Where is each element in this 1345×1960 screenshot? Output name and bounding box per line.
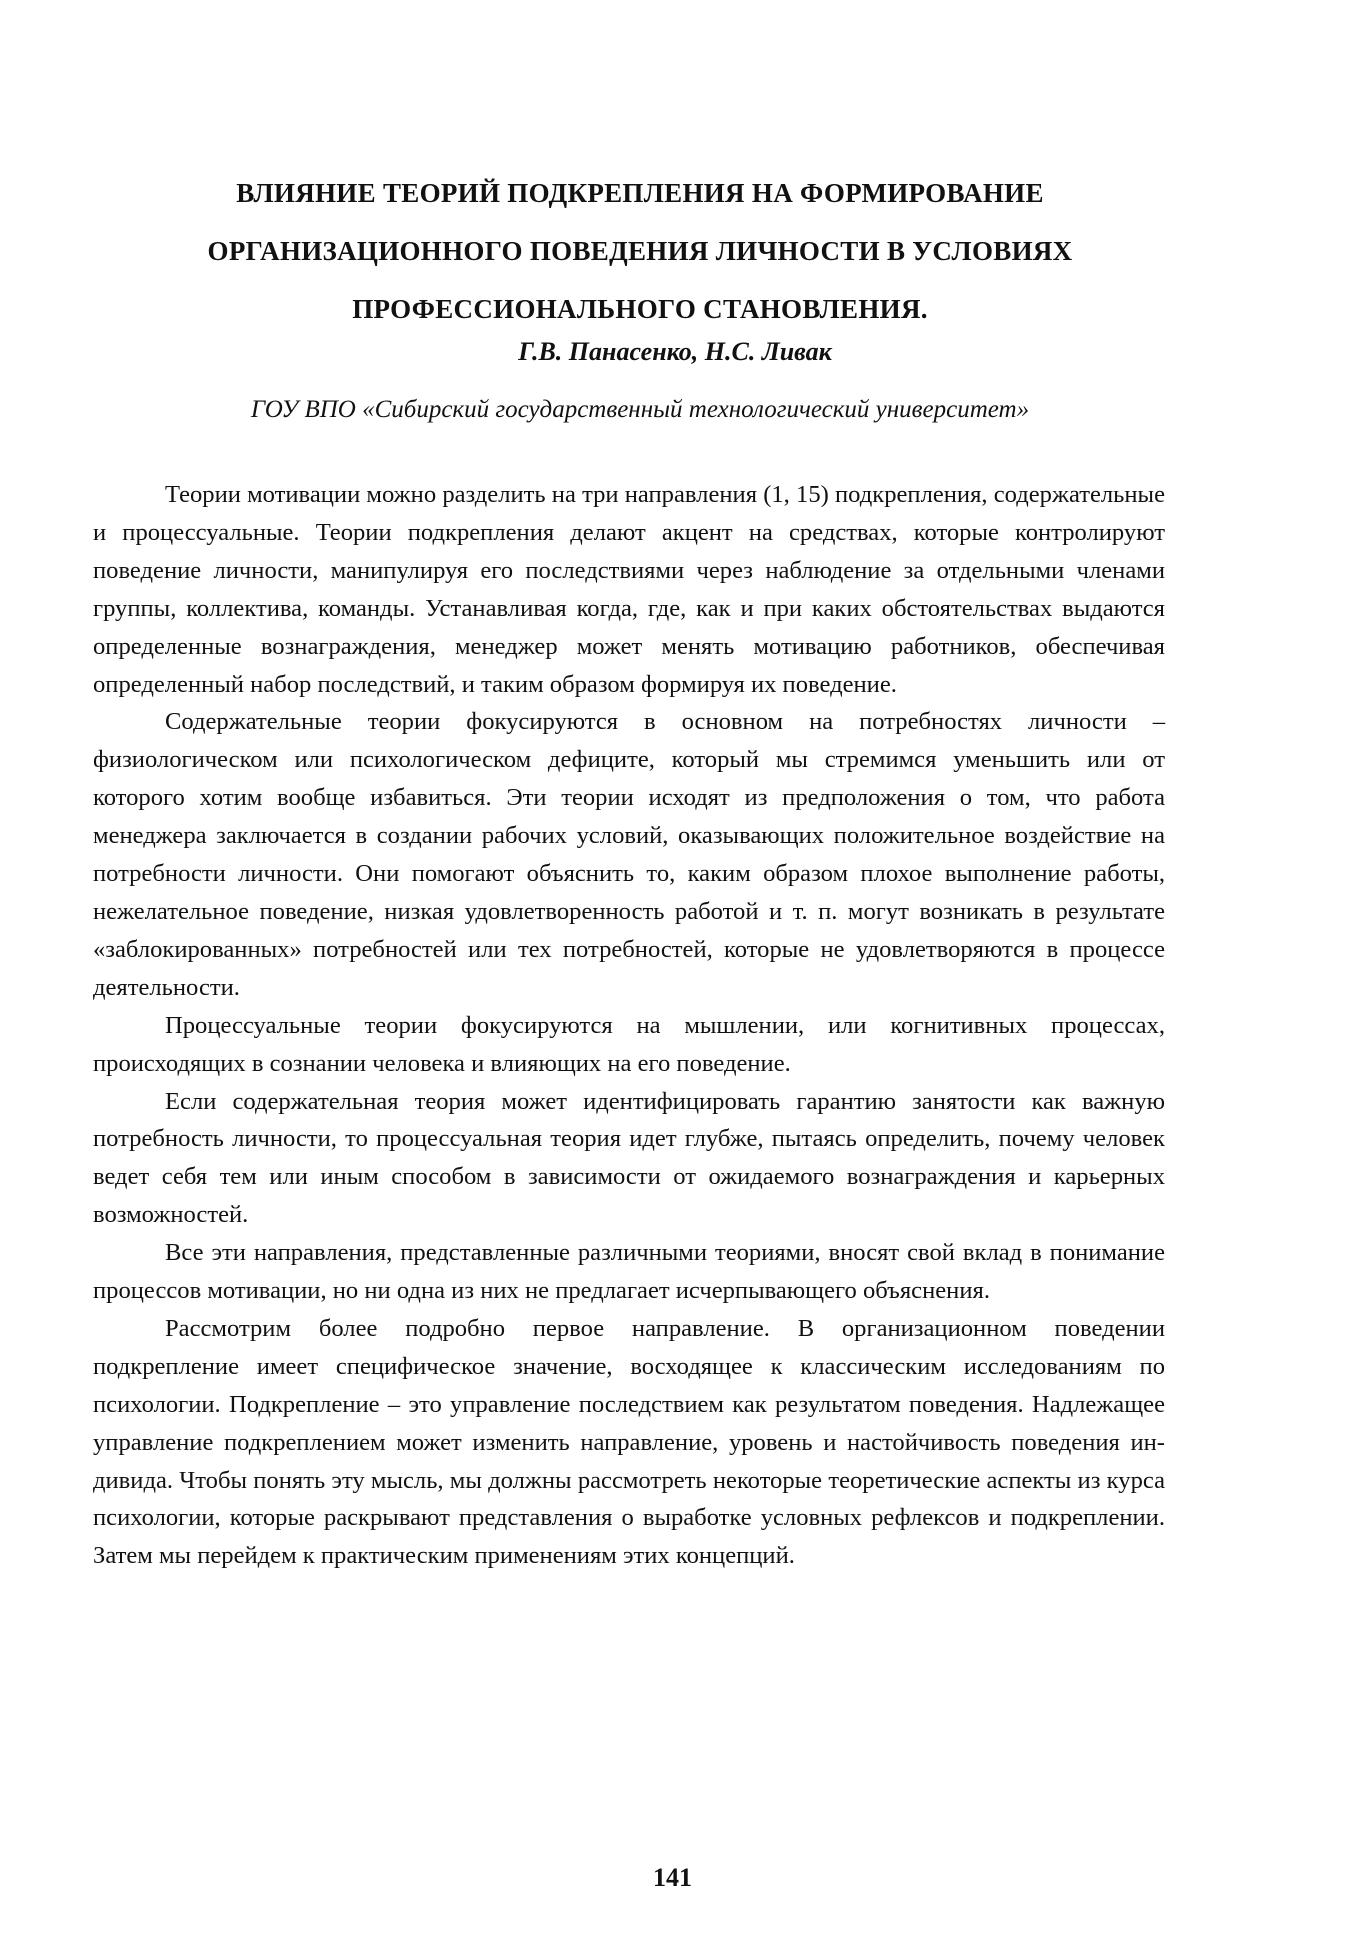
body-paragraph-1: Теории мотивации можно разделить на три направления (1, 15) подкрепления, содержательные и процессуальные. Теории подкрепления делают акцент на средствах, которые контролируют поведение личности, манипулируя его последствиями через наблюдение за отдельными членами группы, коллектива, команды. Устанавливая когда, где, как и при каких обстоятельствах выдаются определенные вознаграждения, менеджер может менять мотивацию работников, обеспечивая определенный набор последствий, и таким образом формируя их поведение.	[93, 481, 1165, 698]
article-title-line-1: ВЛИЯНИЕ ТЕОРИЙ ПОДКРЕПЛЕНИЯ НА ФОРМИРОВАНИЕ	[236, 178, 1044, 208]
article-authors: Г.В. Панасенко, Н.С. Ливак	[518, 337, 832, 366]
body-paragraph-4: Если содержательная теория может идентифицировать гарантию занятости как важную потребность личности, то процессуальная теория идет глубже, пытаясь определить, почему человек ведет себя тем или иным способом в зависимости от ожидаемого вознаграждения и карьерных возможностей.	[93, 1087, 1165, 1229]
body-paragraph-3: Процессуальные теории фокусируются на мышлении, или когнитивных процессах, происходящих в сознании человека и влияющих на его поведение.	[93, 1011, 1165, 1077]
article-title	[120, 164, 1160, 338]
article-affiliation: ГОУ ВПО «Сибирский государственный технологический университет»	[250, 396, 1030, 423]
article-title-line-2: ОРГАНИЗАЦИОННОГО ПОВЕДЕНИЯ ЛИЧНОСТИ В УСЛОВИЯХ	[207, 236, 1073, 266]
body-paragraph-2: Содержательные теории фокусируются в основном на потребностях личности – физиологическом или психологическом дефиците, который мы стремимся уменьшить или от которого хотим вообще избавиться. Эти теории исходят из предположения о том, что работа менеджера заключается в создании рабочих условий, оказывающих положительное воздействие на потребности личности. Они помогают объяснить то, каким образом плохое выполнение работы, нежелательное поведение, низкая удовлетворенность работой и т. п. могут возникать в результате «заблокированных» потребностей или тех потребностей, которые не удовлетворяются в процессе деятельности.	[93, 708, 1165, 1001]
article-title-line-3: ПРОФЕССИОНАЛЬНОГО СТАНОВЛЕНИЯ.	[352, 294, 928, 324]
article-body	[93, 476, 1165, 1575]
body-paragraph-6: Рассмотрим более подробно первое направление. В организационном поведении подкрепление имеет специфическое значение, восходящее к классическим исследованиям по психологии. Подкрепление – это управление последствием как результатом поведения. Надлежащее управление подкреплением может изменить направление, уровень и настойчивость поведения индивида. Чтобы понять эту мысль, мы должны рассмотреть некоторые теоретические аспекты из курса психологии, которые раскрывают представления о выработке условных рефлексов и подкреплении. Затем мы перейдем к практическим применениям этих концепций.	[93, 1314, 1165, 1570]
body-paragraph-5: Все эти направления, представленные различными теориями, вносят свой вклад в понимание процессов мотивации, но ни одна из них не предлагает исчерпывающего объяснения.	[93, 1239, 1165, 1305]
page-number: 141	[653, 1863, 692, 1892]
